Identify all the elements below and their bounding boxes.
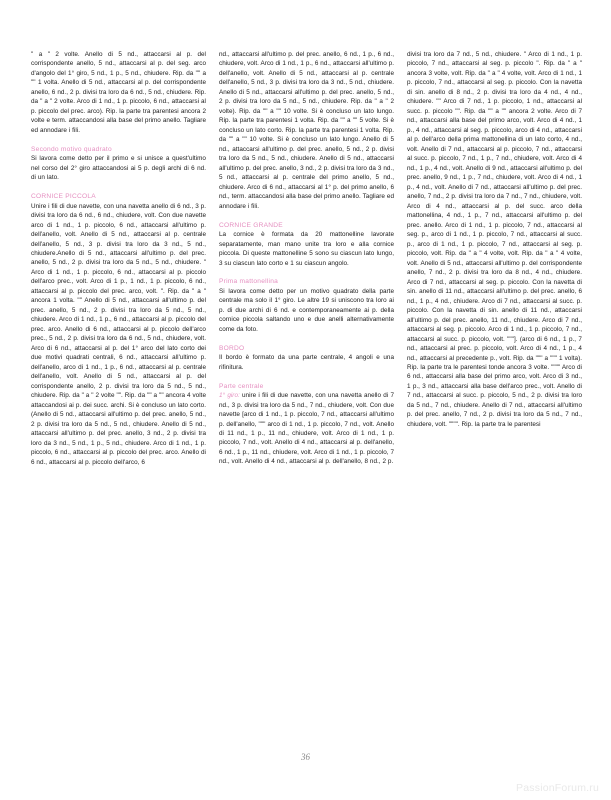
section-heading-bordo: BORDO — [219, 344, 245, 352]
paragraph: divisi tra loro da 7 nd., 5 nd., chiudere. " Arco di 1 nd., 1 p. piccolo, 7 nd., attaccarsi al seg. p. piccolo ". Rip. da " a " ancora 3 volte, volt. Rip. da " a " 4 volte, volt. Arco di 1 nd., 1 p. piccolo, 7 nd., attaccarsi al seg. p. piccolo. Con la navetta di sin. anello di 8 nd., 2 p. divisi tra loro da 4 nd., 4 nd., chiudere. "" Arco di 7 nd., 1 p. piccolo, 1 nd., attaccarsi al succ. p. piccolo "". Rip. da "" a "" ancora 2 volte. Arco di 7 nd., attaccarsi alla base del primo arco, volt. Arco di 4 nd., 1 p., 4 nd., attaccarsi al seg. p. piccolo, arco di 4 nd., attaccarsi al p. dell'arco della prima mattonellina di un lato corto, 4 nd., volt. Anello di 7 nd., attaccarsi al p. piccolo, 7 nd., attaccarsi al succ. p. piccolo, 7 nd., 1 p., 7 nd., chiudere, volt. Arco di 4 nd., 1 p., 4 nd., volt. Anello di 9 nd., attaccarsi all'ultimo p. del prec. anello, 9 nd., 1 p., 7 nd., chiudere, volt. Arco di 4 nd., 1 p., 4 nd., volt. Anello di 7 nd., attaccarsi all'ultimo p. del prec. anello, 7 nd., 2 p. divisi tra loro da 7 nd., 7 nd., chiudere, volt. Arco di 4 nd., attaccarsi al p. del succ. arco della mattonellina, 4 nd., 1 p., 7 nd., attaccarsi all'ultimo p. del prec. anello. Arco di 1 nd., 1 p. piccolo, 7 nd., attaccarsi al seg. p., arco di 1 nd., 1 p. piccolo, 7 nd., attaccarsi al succ. p., arco di 1 nd., 1 p. piccolo, 7 nd., attaccarsi al seg. p. piccolo, volt. Rip. da " a " 4 volte, volt. Rip. da " a " 4 volte, volt. Anello di 5 nd., attaccarsi all'ultimo p. del corrispondente anello, 7 nd., 2 p. divisi tra loro da 8 nd., 4 nd., chiudere. Arco di 7 nd., attaccarsi al seg. p. piccolo. Con la navetta di sin. anello di 11 nd., attaccarsi all'ultimo p. del prec. anello, 6 nd., 1 p., 4 nd., chiudere. Arco di 7 nd., attaccarsi al succ. p. piccolo. Con la navetta di sin. anello di 11 nd., attaccarsi all'ultimo p. del prec. anello, 11 nd., chiudere. Arco di 7 nd., attaccarsi al seg. p. piccolo. Arco di 1 nd., 1 p. piccolo, 7 nd., attaccarsi al succ. p. piccolo, volt. """]. (arco di 6 nd., 1 p., 7 nd., attaccarsi al prec. p. piccolo, volt. Arco di 4 nd., 1 p., 4 nd., attaccarsi al precedente p., volt. Rip. da """ a """ 1 volta). Rip. la parte tra le parentesi tonde ancora 3 volte. """" Arco di 6 nd., attaccarsi alla base del primo arco, volt. Arco di 3 nd., 1 p., 3 nd., attaccarsi alla base dell'arco prec., volt. Anello di 7 nd., attaccarsi al succ. p. piccolo, 5 nd., 2 p. divisi tra loro da 5 nd., 7 nd., chiudere. Anello di 7 nd., attaccarsi all'ultimo p. del prec. anello, 7 nd., 2 p. divisi tra loro da 5 nd., 7 nd., chiudere, volt. """". Rip. la parte tra le parentesi — [407, 51, 582, 428]
section-heading-cornice-grande: CORNICE GRANDE — [219, 221, 283, 229]
paragraph-with-giro — [219, 391, 394, 467]
paragraph: " a " 2 volte. Anello di 5 nd., attaccarsi al p. del corrispondente anello, 5 nd., attaccarsi al p. del seg. arco d'angolo del 1° giro, 5 nd., 1 p., 5 nd., chiudere. Rip. da "" a "" 1 volta. Anello di 5 nd., attaccarsi al p. del corrispondente anello, 6 nd., 2 p. divisi tra loro da 6 nd., 5 nd., chiudere. Rip. da " a " 2 volte. Arco di 1 nd., 1 p. piccolo, 6 nd., attaccarsi al p. piccolo del prec. arco). Rip. la parte tra parentesi ancora 2 volte e term. attaccandosi alla base del primo anello. Tagliare ed annodare i fili. — [31, 51, 206, 134]
section-heading-secondo-motivo-quadrato: Secondo motivo quadrato — [31, 145, 112, 153]
section-heading-cornice-piccola: CORNICE PICCOLA — [31, 193, 96, 201]
paragraph: Si lavora come detto per il primo e si unisce a quest'ultimo nel corso del 2° giro attaccandosi ai 5 p. degli archi di 6 nd. di un lato. — [31, 155, 206, 182]
section-heading-parte-centrale: Parte centrale — [219, 382, 264, 390]
paragraph: Si lavora come detto per un motivo quadrato della parte centrale ma solo il 1° giro. Le altre 19 si uniscono tra loro ai p. di due archi di 6 nd. e contemporaneamente ai p. della cornice piccola saltando uno e due anelli alternativamente come da foto. — [219, 287, 394, 333]
text-column-2 — [219, 50, 394, 740]
text-column-3 — [407, 50, 582, 740]
giro-text: unire i fili di due navette, con una navetta anello di 7 nd., 3 p. divisi tra loro da 5 nd., 7 nd., chiudere, volt. Con due navette [arco di 1 nd., 1 p. piccolo, 7 nd., attaccarsi all'ultimo p. dell'anello, """ arco di 1 nd., 1 p. piccolo, 7 nd., volt. Anello di 11 nd., 1 p., 11 nd., chiudere, volt. Arco di 1 nd., 1 p. piccolo, 7 nd., volt. Anello di 4 nd., attaccarsi al p. dell'anello, 6 nd., 1 p., 11 nd., chiudere, volt. Arco di 1 nd., 1 p. piccolo, 7 nd., volt. Anello di 4 nd., attaccarsi al p. dell'anello, 8 nd., 2 p. — [219, 392, 394, 466]
page-number: 36 — [301, 752, 310, 762]
paragraph: nd., attaccarsi all'ultimo p. del prec. anello, 6 nd., 1 p., 6 nd., chiudere, volt. Arco di 1 nd., 1 p., 6 nd., attaccarsi all'ultimo p. dell'anello, volt. Anello di 5 nd., attaccarsi al p. centrale dell'anello, 5 nd., 3 p. divisi tra loro da 3 nd., 5 nd., chiudere. Anello di 5 nd., attaccarsi all'ultimo p. del prec. anello, 5 nd., 2 p. divisi tra loro da 5 nd., 5 nd., chiudere. Rip. da " a " 2 volte). Rip. da "" a "" 10 volte. Si è concluso un lato lungo. Rip. la parte tra parentesi 1 volta. Rip. da "" a "" 5 volte. Si è concluso un lato corto. Rip. la parte tra parentesi 1 volta. Rip. da "" a "" 10 volte. Si è concluso un lato lungo. Anello di 5 nd., attaccarsi all'ultimo p. del prec. anello, 5 nd., 2 p. divisi tra loro da 5 nd., 5 nd., chiudere. Anello di 5 nd., attaccarsi all'ultimo p. del prec. anello, 3 nd., 2 p. divisi tra loro da 3 nd., 5 nd., attaccarsi al p. centrale del primo anello, 5 nd., chiudere. Arco di 6 nd., attaccarsi al 1° p. del primo anello, 6 nd., term. attaccandosi alla base del primo anello. Tagliare ed annodare i fili. — [219, 51, 394, 210]
giro-label: 1° giro: — [219, 392, 240, 400]
text-columns-container — [31, 50, 582, 740]
text-column-1 — [31, 50, 206, 740]
paragraph: Unire i fili di due navette, con una navetta anello di 6 nd., 3 p. divisi tra loro da 6 nd., 6 nd., chiudere, volt. Con due navette arco di 1 nd., 1 p. piccolo, 6 nd., attaccarsi all'ultimo p. dell'anello, volt. Anello di 5 nd., attaccarsi al p. centrale dell'anello, 5 nd., 3 p. divisi tra loro da 3 nd., 5 nd., chiudere.Anello di 5 nd., attaccarsi all'ultimo p. del prec. anello, 5 nd., 2 p. divisi tra loro da 5 nd., 5 nd., chiudere. " Arco di 1 nd., 1 p. piccolo, 6 nd., attaccarsi al p. piccolo dell'arco prec., volt. Arco di 1 p., 1 nd., 1 p. piccolo, 6 nd., attaccarsi al p. piccolo del prec. arco, volt. ". Rip. da " a " ancora 1 volta. "" Anello di 5 nd., attaccarsi all'ultimo p. del prec. anello, 5 nd., 2 p. divisi tra loro da 5 nd., 5 nd., chiudere. Arco di 1 nd., 1 p., 6 nd., attaccarsi al p. piccolo del prec. arco. Anello di 6 nd., attaccarsi al p. piccolo dell'arco prec., 5 nd., 2 p. divisi tra loro da 6 nd., 5 nd., chiudere, volt. Arco di 6 nd., attaccarsi al p. del 1° arco del lato corto dei due motivi quadrati centrali, 6 nd., attaccarsi all'ultimo p. dell'anello, arco di 1 nd., 1 p., 6 nd., attaccarsi al p. centrale dell'anello, volt. Anello di 5 nd., attaccarsi al p. del corrispondente anello, 2 p. divisi tra loro da 5 nd., 5 nd., chiudere. Rip. da " a " 2 volte "". Rip. da "" a "" ancora 4 volte attaccandosi ai p. dei succ. archi. Si è concluso un lato corto. (Anello di 5 nd., attaccarsi all'ultimo p. del prec. anello, 5 nd., 2 p. divisi tra loro da 5 nd., 5 nd., chiudere. Anello di 5 nd., attaccarsi all'ultimo p. del prec. anello, 3 nd., 2 p. divisi tra loro da 3 nd., 5 nd., 1 p., 5 nd., chiudere. Arco di 1 nd., 1 p. piccolo, 6 nd., attaccarsi al p. piccolo del prec. arco. Anello di 6 nd., attaccarsi al p. piccolo dell'arco, 6 — [31, 202, 206, 466]
paragraph: Il bordo è formato da una parte centrale, 4 angoli e una rifinitura. — [219, 354, 394, 371]
site-watermark: PassionForum.ru — [516, 782, 599, 794]
paragraph: La cornice è formata da 20 mattonelline lavorate separatamente, man mano unite tra loro e alla cornice piccola. Di queste mattonelline 5 sono su ciascun lato lungo, 3 su ciascun lato corto e 1 su ciascun angolo. — [219, 231, 394, 267]
section-heading-prima-mattonellina: Prima mattonellina — [219, 278, 279, 286]
